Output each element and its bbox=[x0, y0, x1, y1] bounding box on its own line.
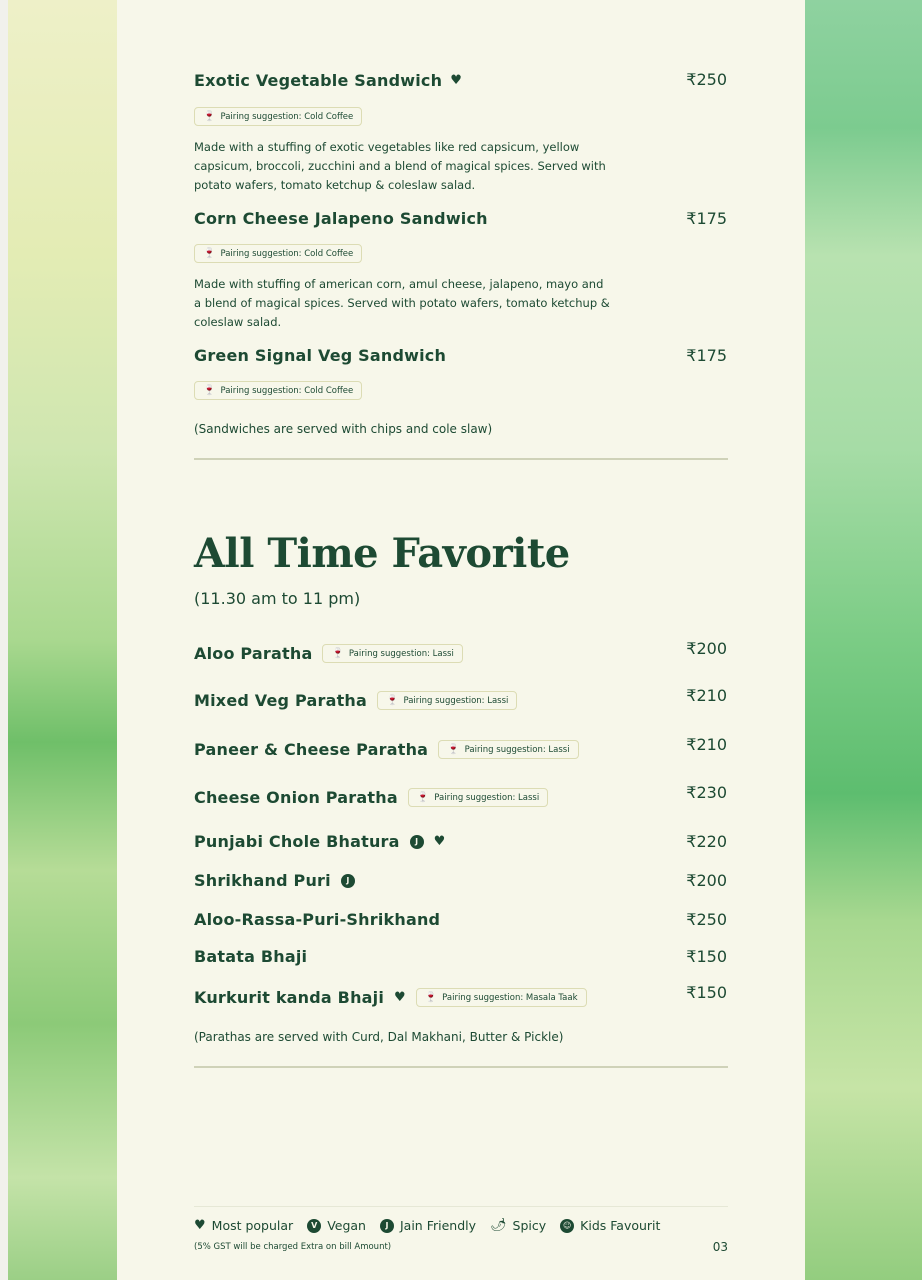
jain-icon: J bbox=[341, 874, 355, 888]
item-name: Punjabi Chole Bhatura bbox=[194, 832, 400, 851]
item-name: Cheese Onion Paratha bbox=[194, 788, 398, 807]
drink-icon: 🍷 bbox=[203, 111, 216, 122]
pairing-text: Pairing suggestion: Lassi bbox=[348, 648, 454, 659]
right-watercolor-border bbox=[805, 0, 922, 1280]
smiley-icon: ☺ bbox=[560, 1219, 574, 1233]
item-name: Aloo Paratha bbox=[194, 644, 313, 663]
pairing-badge bbox=[377, 691, 517, 710]
chili-icon: 🌶 bbox=[490, 1218, 507, 1233]
item-price: ₹200 bbox=[686, 639, 727, 658]
menu-item bbox=[194, 346, 446, 365]
paratha-note: (Parathas are served with Curd, Dal Makhani, Butter & Pickle) bbox=[194, 1030, 564, 1044]
pairing-text: Pairing suggestion: Masala Taak bbox=[442, 992, 578, 1003]
item-price: ₹200 bbox=[686, 871, 727, 890]
menu-item bbox=[194, 947, 307, 966]
pairing-badge bbox=[408, 788, 548, 807]
menu-item bbox=[194, 871, 355, 890]
item-description: Made with stuffing of american corn, amul cheese, jalapeno, mayo and a blend of magical spices. Served with potato wafers, tomato ketchup & coleslaw salad. bbox=[194, 277, 610, 329]
heart-icon: ♥ bbox=[433, 834, 446, 849]
heart-icon: ♥ bbox=[194, 1218, 206, 1233]
drink-icon: 🍷 bbox=[203, 385, 216, 396]
gst-note: (5% GST will be charged Extra on bill Amount) bbox=[194, 1242, 392, 1252]
pairing-text: Pairing suggestion: Lassi bbox=[403, 695, 509, 706]
legend-kids: Kids Favourit bbox=[580, 1218, 661, 1233]
item-price: ₹210 bbox=[686, 686, 727, 705]
item-price: ₹150 bbox=[686, 947, 727, 966]
page-number: 03 bbox=[712, 1240, 728, 1254]
item-price: ₹230 bbox=[686, 783, 727, 802]
item-price: ₹175 bbox=[686, 346, 727, 365]
drink-icon: 🍷 bbox=[424, 992, 438, 1003]
legend bbox=[194, 1218, 660, 1233]
menu-item bbox=[194, 644, 463, 663]
pairing-text: Pairing suggestion: Cold Coffee bbox=[220, 111, 354, 122]
vegan-icon: V bbox=[307, 1219, 321, 1233]
item-price: ₹210 bbox=[686, 735, 727, 754]
divider bbox=[194, 1066, 728, 1068]
legend-popular: Most popular bbox=[211, 1218, 294, 1233]
menu-item bbox=[194, 691, 517, 710]
drink-icon: 🍷 bbox=[203, 248, 216, 259]
jain-icon: J bbox=[380, 1219, 394, 1233]
item-name: Corn Cheese Jalapeno Sandwich bbox=[194, 209, 488, 228]
menu-item bbox=[194, 209, 488, 228]
item-price: ₹150 bbox=[686, 983, 727, 1002]
left-watercolor-border bbox=[8, 0, 118, 1280]
item-name: Paneer & Cheese Paratha bbox=[194, 740, 429, 759]
item-price: ₹175 bbox=[686, 209, 727, 228]
pairing-badge bbox=[322, 644, 462, 663]
item-name: Kurkurit kanda Bhaji bbox=[194, 988, 385, 1007]
pairing-text: Pairing suggestion: Cold Coffee bbox=[220, 248, 354, 259]
drink-icon: 🍷 bbox=[416, 792, 430, 803]
item-name: Shrikhand Puri bbox=[194, 871, 331, 890]
menu-item bbox=[194, 988, 587, 1007]
drink-icon: 🍷 bbox=[331, 648, 344, 659]
heart-icon: ♥ bbox=[450, 73, 462, 88]
pairing-badge bbox=[416, 988, 587, 1007]
heart-icon: ♥ bbox=[394, 990, 406, 1005]
section-title: All Time Favorite bbox=[194, 530, 570, 577]
divider bbox=[194, 458, 728, 460]
menu-item bbox=[194, 788, 548, 807]
pairing-badge bbox=[194, 107, 362, 126]
pairing-text: Pairing suggestion: Lassi bbox=[434, 792, 540, 803]
footer-divider bbox=[194, 1206, 728, 1207]
menu-item bbox=[194, 740, 579, 759]
item-name: Mixed Veg Paratha bbox=[194, 691, 368, 710]
sandwich-note: (Sandwiches are served with chips and cole slaw) bbox=[194, 422, 493, 436]
legend-jain: Jain Friendly bbox=[399, 1218, 477, 1233]
menu-item bbox=[194, 71, 462, 90]
item-price: ₹250 bbox=[686, 910, 727, 929]
legend-spicy: Spicy bbox=[512, 1218, 547, 1233]
item-name: Exotic Vegetable Sandwich bbox=[194, 71, 443, 90]
item-name: Green Signal Veg Sandwich bbox=[194, 346, 447, 365]
item-description: Made with a stuffing of exotic vegetables like red capsicum, yellow capsicum, broccoli, zucchini and a blend of magical spices. Served with potato wafers, tomato ketchup & coleslaw salad. bbox=[194, 140, 606, 192]
item-name: Batata Bhaji bbox=[194, 947, 308, 966]
pairing-badge bbox=[194, 244, 362, 263]
item-price: ₹250 bbox=[686, 70, 727, 89]
item-name: Aloo-Rassa-Puri-Shrikhand bbox=[194, 910, 441, 929]
section-hours: (11.30 am to 11 pm) bbox=[194, 589, 361, 608]
item-price: ₹220 bbox=[686, 832, 727, 851]
legend-vegan: Vegan bbox=[327, 1218, 366, 1233]
menu-item bbox=[194, 910, 440, 929]
menu-item bbox=[194, 832, 445, 851]
jain-icon: J bbox=[410, 835, 424, 849]
pairing-badge bbox=[438, 740, 578, 759]
drink-icon: 🍷 bbox=[386, 695, 399, 706]
pairing-badge bbox=[194, 381, 362, 400]
drink-icon: 🍷 bbox=[447, 744, 460, 755]
pairing-text: Pairing suggestion: Cold Coffee bbox=[220, 385, 354, 396]
pairing-text: Pairing suggestion: Lassi bbox=[464, 744, 570, 755]
